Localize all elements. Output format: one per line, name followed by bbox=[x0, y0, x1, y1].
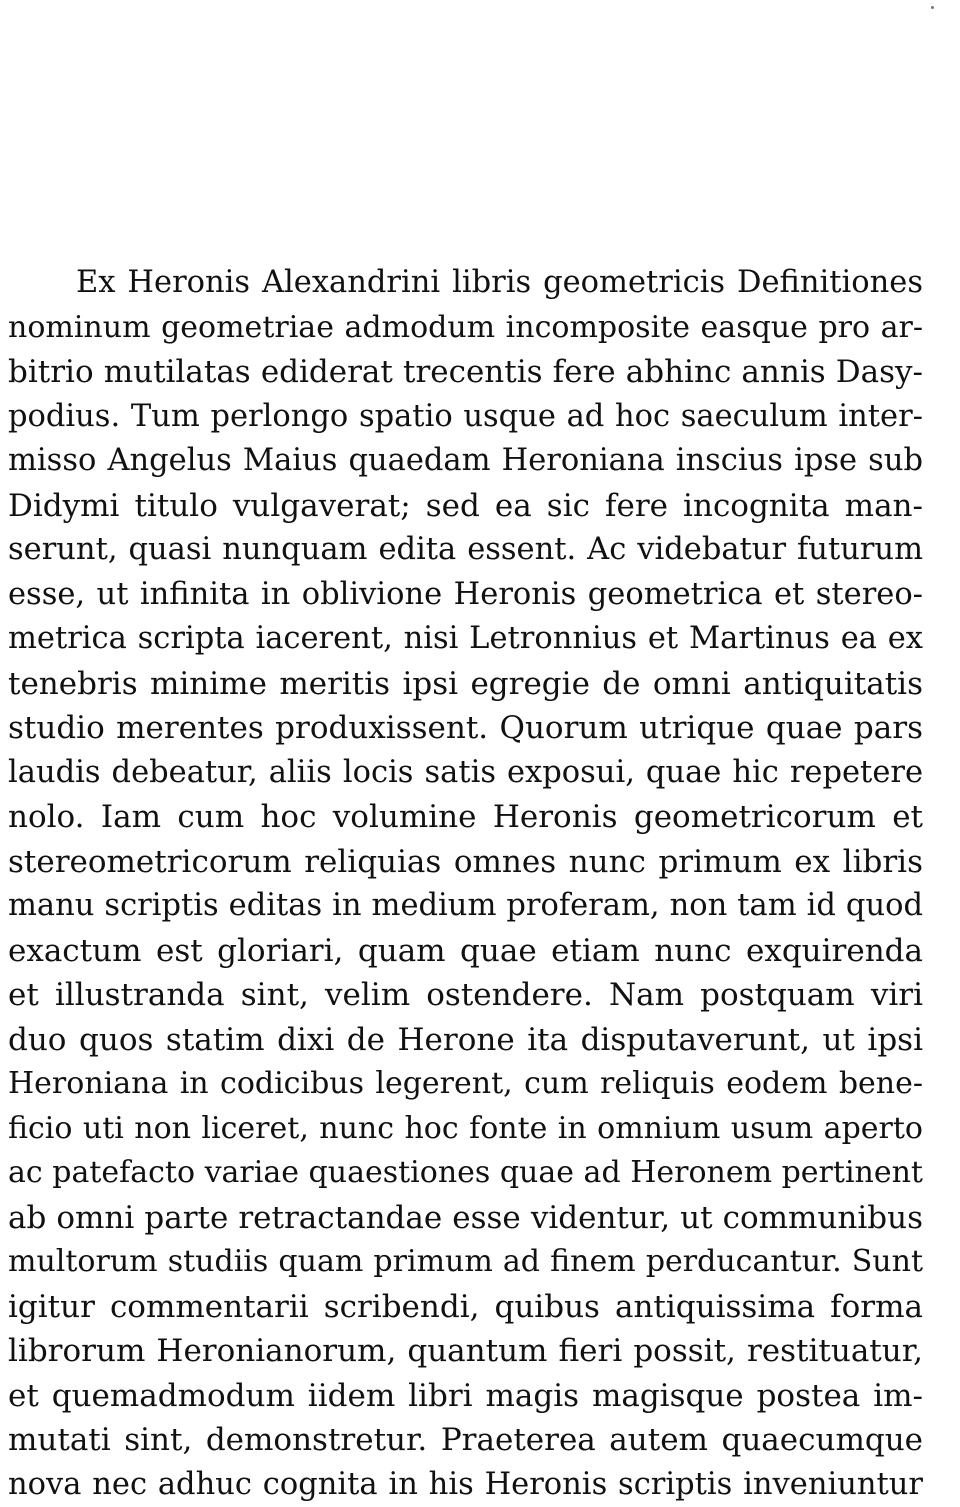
text-line: nova nec adhuc cognita in his Heronis scriptis inveniuntur bbox=[8, 1463, 923, 1507]
text-line: Didymi titulo vulgaverat; sed ea sic fere incognita man- bbox=[8, 484, 923, 529]
text-line: multorum studiis quam primum ad finem perducantur. Sunt bbox=[8, 1240, 923, 1285]
scan-speck bbox=[931, 6, 934, 9]
text-line: exactum est gloriari, quam quae etiam nunc exquirenda bbox=[8, 929, 923, 974]
text-line: ab omni parte retractandae esse videntur, ut communibus bbox=[8, 1196, 923, 1241]
text-line: esse, ut infinita in oblivione Heronis geometrica et stereo- bbox=[8, 573, 923, 618]
text-line: et quemadmodum iidem libri magis magisque postea im- bbox=[8, 1374, 923, 1419]
text-line: serunt, quasi nunquam edita essent. Ac videbatur futurum bbox=[8, 528, 923, 573]
text-line: mutati sint, demonstretur. Praeterea autem quaecumque bbox=[8, 1418, 923, 1463]
text-line: nolo. Iam cum hoc volumine Heronis geometricorum et bbox=[8, 795, 923, 840]
text-line: Heroniana in codicibus legerent, cum reliquis eodem bene- bbox=[8, 1062, 923, 1107]
text-line: ac patefacto variae quaestiones quae ad Heronem pertinent bbox=[8, 1151, 923, 1196]
text-line: podius. Tum perlongo spatio usque ad hoc saeculum inter- bbox=[8, 395, 923, 440]
text-line: ficio uti non liceret, nunc hoc fonte in omnium usum aperto bbox=[8, 1107, 923, 1152]
text-line: nominum geometriae admodum incomposite easque pro ar- bbox=[8, 306, 923, 351]
text-line: tenebris minime meritis ipsi egregie de omni antiquitatis bbox=[8, 662, 923, 707]
text-line: Ex Heronis Alexandrini libris geometricis Definitiones bbox=[8, 261, 923, 306]
text-line: metrica scripta iacerent, nisi Letronnius et Martinus ea ex bbox=[8, 617, 923, 662]
text-line: misso Angelus Maius quaedam Heroniana inscius ipse sub bbox=[8, 439, 923, 484]
text-line: igitur commentarii scribendi, quibus antiquissima forma bbox=[8, 1285, 923, 1330]
text-line: duo quos statim dixi de Herone ita disputaverunt, ut ipsi bbox=[8, 1018, 923, 1063]
text-line: manu scriptis editas in medium proferam, non tam id quod bbox=[8, 884, 923, 929]
text-line: bitrio mutilatas ediderat trecentis fere abhinc annis Dasy- bbox=[8, 350, 923, 395]
text-line: stereometricorum reliquias omnes nunc primum ex libris bbox=[8, 840, 923, 885]
text-line: librorum Heronianorum, quantum fieri possit, restituatur, bbox=[8, 1329, 923, 1374]
body-paragraph bbox=[8, 261, 923, 1507]
text-line: et illustranda sint, velim ostendere. Nam postquam viri bbox=[8, 973, 923, 1018]
text-line: laudis debeatur, aliis locis satis exposui, quae hic repetere bbox=[8, 751, 923, 796]
text-line: studio merentes produxissent. Quorum utrique quae pars bbox=[8, 706, 923, 751]
